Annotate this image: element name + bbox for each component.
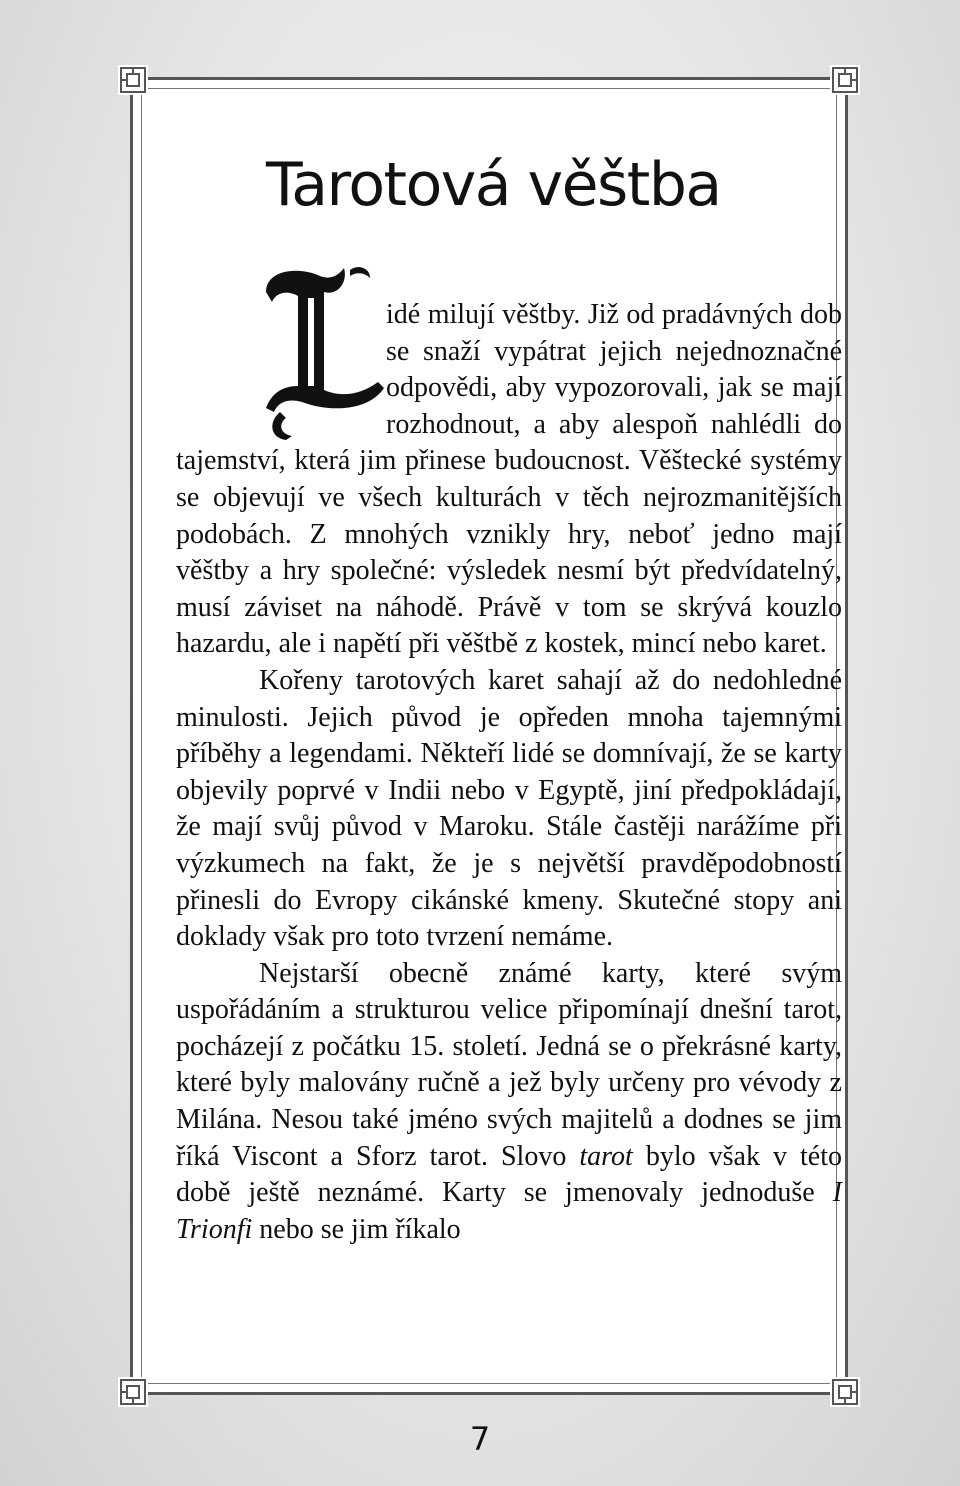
paragraph [176,297,842,663]
paragraph-text: Nejstarší obecně známé karty, které svým uspořádáním a strukturou velice připomínají dnešní tarot, pocházejí z počátku 15. století. Jedná se o překrásné karty, které byly malovány ručně a jež byly určeny pro vévody z Milána. Nesou také jméno svých majitelů a dodnes se jim říká Viscont a Sforz tarot. Slovo [176,957,842,1172]
italic-term: I Trionfi [176,1177,842,1245]
paragraph-text: bylo však v této době ještě neznámé. Karty se jmenovaly jednoduše [176,1140,843,1209]
corner-ornament-icon [118,65,148,95]
corner-ornament-icon [830,1377,860,1407]
paragraph: Kořeny tarotových karet sahají až do nedohledné minulosti. Jejich původ je opředen mnoha tajemnými příběhy a legendami. Někteří lidé se domnívají, že se karty objevily poprvé v Indii nebo v Egyptě, jiní předpokládají, že mají svůj původ v Maroku. Stále častěji narážíme při výzkumech na fakt, že je s největší pravděpodobností přinesli do Evropy cikánské kmeny. Skutečné stopy ani doklady však pro toto tvrzení nemáme. [176,664,842,953]
corner-ornament-icon [830,65,860,95]
body-text [176,297,842,1248]
paragraph [176,956,842,1249]
italic-term: tarot [579,1140,633,1172]
page-number: 7 [469,1420,491,1458]
corner-ornament-icon [118,1377,148,1407]
paragraph-text: nebo se jim říkalo [252,1213,461,1245]
drop-cap-spacer [176,297,386,443]
page-title: Tarotová věštba [266,150,721,220]
paragraph-text: idé milují věštby. Již od pradávných dob se snaží vypátrat jejich nejednoznačné odpovědi, aby vypozorovali, jak se mají rozhodnout, a aby alespoň nahlédli do tajemství, která jim přinese budoucnost. Věštecké systémy se objevují ve všech kulturách v těch nejrozmanitějších podobách. Z mnohých vznikly hry, neboť jedno mají věštby a hry společné: výsledek nesmí být předvídatelný, musí záviset na náhodě. Právě v tom se skrývá kouzlo hazardu, ale i napětí při věštbě z kostek, mincí nebo karet. [176,299,842,660]
